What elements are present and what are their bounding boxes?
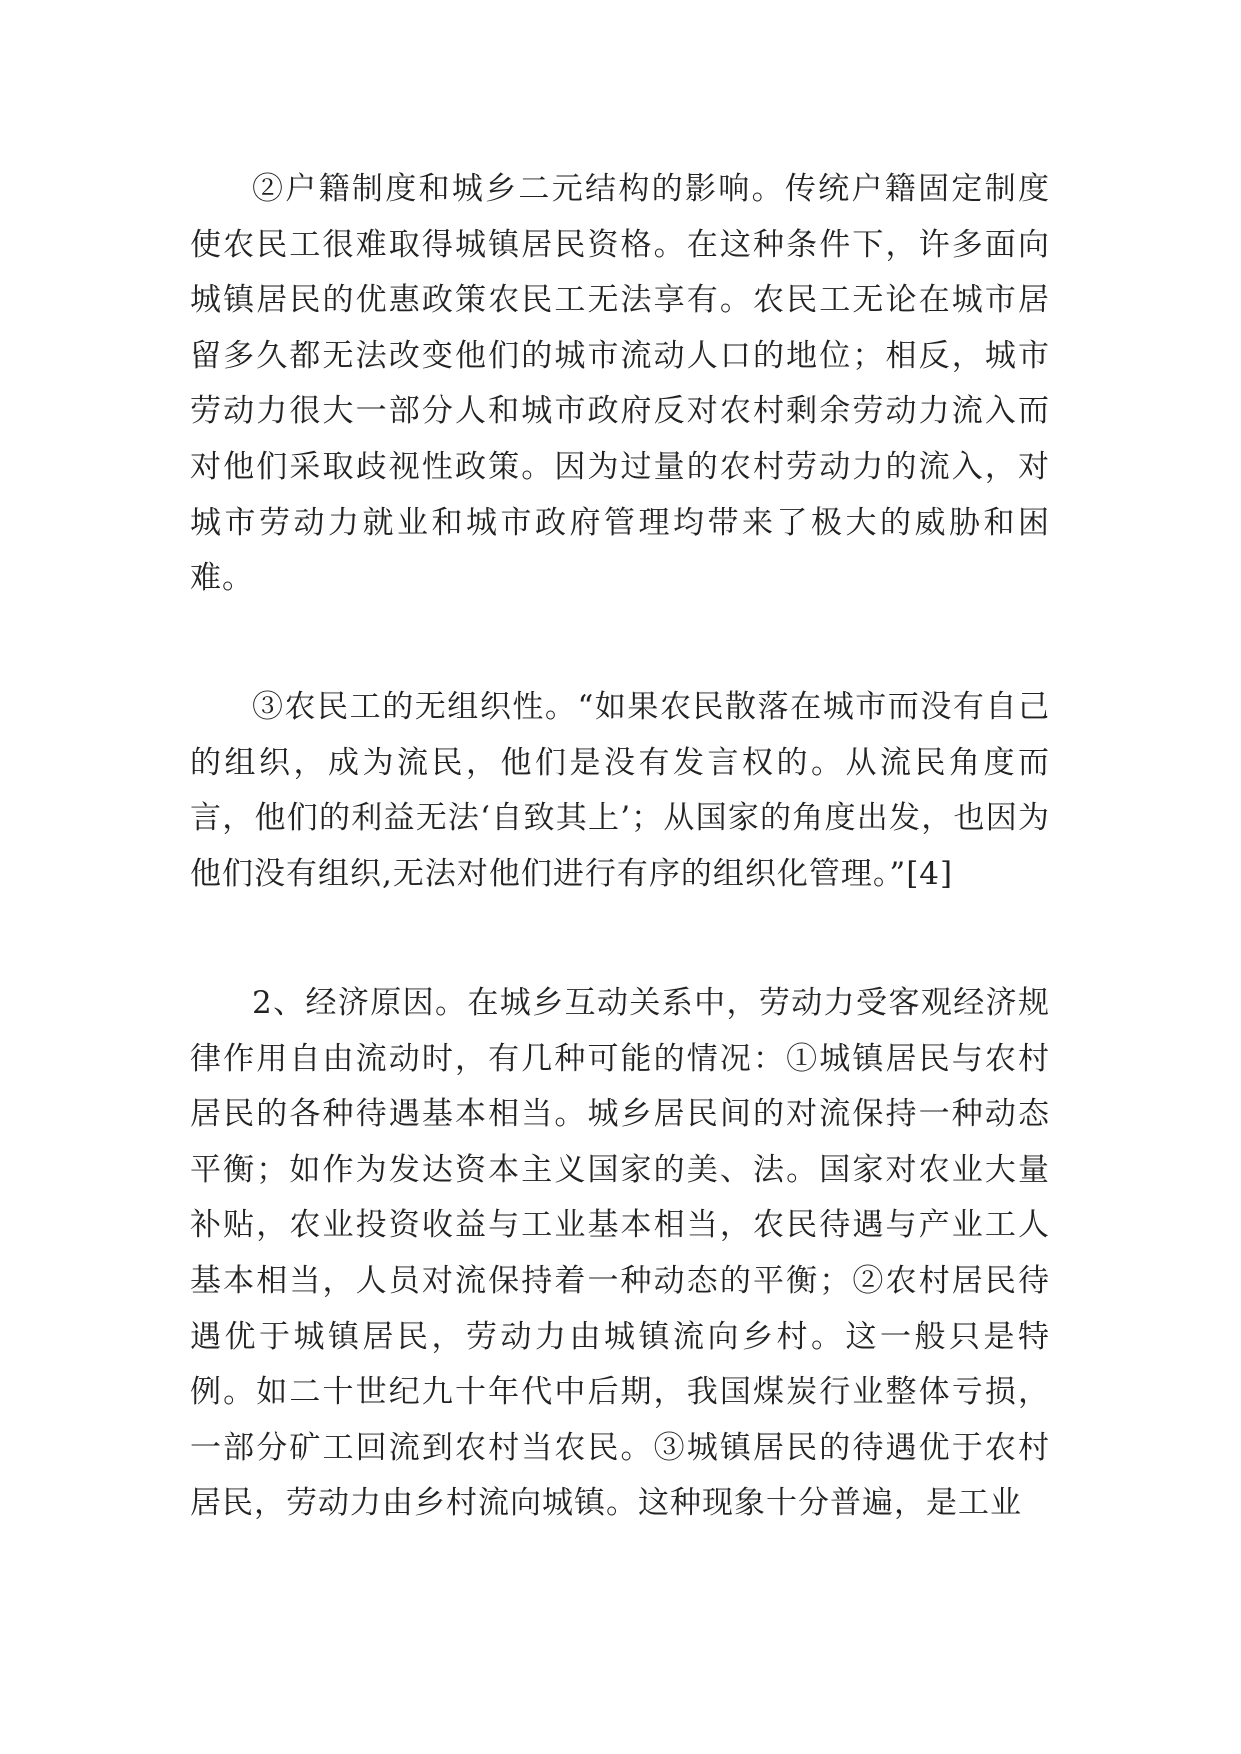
paragraph-household-registration: ②户籍制度和城乡二元结构的影响。传统户籍固定制度使农民工很难取得城镇居民资格。在这种条件下，许多面向城镇居民的优惠政策农民工无法享有。农民工无论在城市居留多久都无法改变他们的城市流动人口的地位；相反，城市劳动力很大一部分人和城市政府反对农村剩余劳动力流入而对他们采取歧视性政策。因为过量的农村劳动力的流入，对城市劳动力就业和城市政府管理均带来了极大的威胁和困难。 xyxy=(190,171,1050,597)
paragraph-economic-reasons: 2、经济原因。在城乡互动关系中，劳动力受客观经济规律作用自由流动时，有几种可能的情况：①城镇居民与农村居民的各种待遇基本相当。城乡居民间的对流保持一种动态平衡；如作为发达资本主义国家的美、法。国家对农业大量补贴，农业投资收益与工业基本相当，农民待遇与产业工人基本相当，人员对流保持着一种动态的平衡；②农村居民待遇优于城镇居民，劳动力由城镇流向乡村。这一般只是特例。如二十世纪九十年代中后期，我国煤炭行业整体亏损，一部分矿工回流到农村当农民。③城镇居民的待遇优于农村居民，劳动力由乡村流向城镇。这种现象十分普遍，是工业 xyxy=(190,985,1050,1522)
paragraph-unorganized-workers: ③农民工的无组织性。“如果农民散落在城市而没有自己的组织，成为流民，他们是没有发言权的。从流民角度而言，他们的利益无法‘自致其上’；从国家的角度出发，也因为他们没有组织,无法对他们进行有序的组织化管理。”[4] xyxy=(190,689,1050,892)
